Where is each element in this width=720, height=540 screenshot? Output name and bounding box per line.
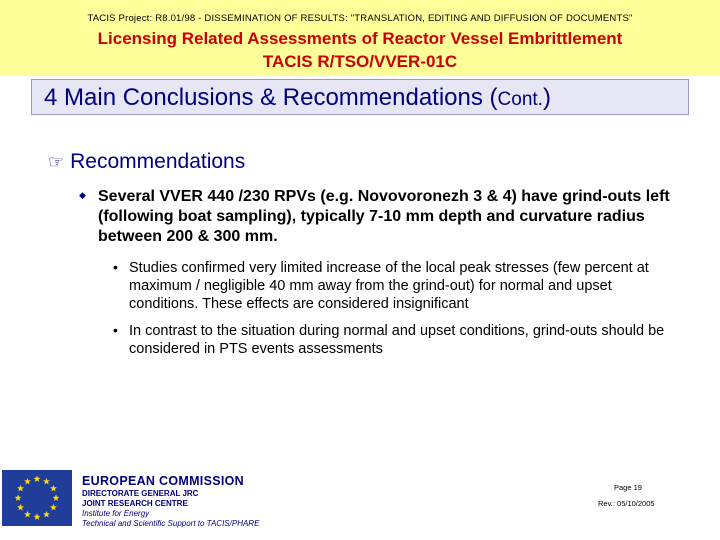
list-item [79, 187, 679, 247]
project-line: TACIS Project: R8.01/98 - DISSEMINATION OF RESULTS: "TRANSLATION, EDITING AND DIFFUSION OF DOCUMENTS" [87, 13, 633, 24]
recommendations-heading-text: Recommendations [70, 150, 246, 173]
recommendations-heading [48, 150, 245, 174]
list-item-text: Several VVER 440 /230 RPVs (e.g. Novovoronezh 3 & 4) have grind-outs left (following boat sampling), typically 7-10 mm depth and curvature radius between 200 & 300 mm. [98, 188, 670, 245]
section-title-box [31, 79, 689, 115]
sub-list-item-text: Studies confirmed very limited increase of the local peak stresses (few percent at maximum / negligible 40 mm away from the grind-out) for normal and upset conditions. These effects are considered insignificant [129, 260, 649, 312]
bullet-dot-icon: • [113, 259, 118, 275]
org-line-jrc: JOINT RESEARCH CENTRE [82, 499, 188, 508]
eu-flag-icon [2, 470, 72, 526]
org-name: EUROPEAN COMMISSION [82, 474, 244, 488]
org-line-support: Technical and Scientific Support to TACIS/PHARE [82, 519, 260, 528]
diamond-bullet-icon: ◆ [79, 190, 86, 200]
section-title [44, 84, 551, 112]
org-line-dg: DIRECTORATE GENERAL JRC [82, 489, 199, 498]
section-title-main: 4 Main Conclusions & Recommendations ( [44, 84, 498, 111]
footer-organization [82, 474, 382, 529]
section-title-suffix: Cont. [497, 89, 543, 110]
sub-list-item-text: In contrast to the situation during normal and upset conditions, grind-outs should be considered in PTS events assessments [129, 323, 665, 357]
page-subtitle: TACIS R/TSO/VVER-01C [262, 52, 458, 71]
sub-list-item [113, 322, 683, 358]
section-title-close: ) [542, 84, 551, 111]
pointing-hand-icon: ☞ [48, 152, 65, 172]
header-band [0, 0, 720, 76]
bullet-dot-icon: • [113, 322, 118, 338]
page-number: Page 19 [614, 483, 642, 492]
sub-list-item [113, 259, 683, 313]
org-line-institute: Institute for Energy [82, 509, 150, 518]
revision-date: Rev.: 05/10/2005 [598, 499, 655, 508]
page-title: Licensing Related Assessments of Reactor Vessel Embrittlement [97, 29, 623, 48]
